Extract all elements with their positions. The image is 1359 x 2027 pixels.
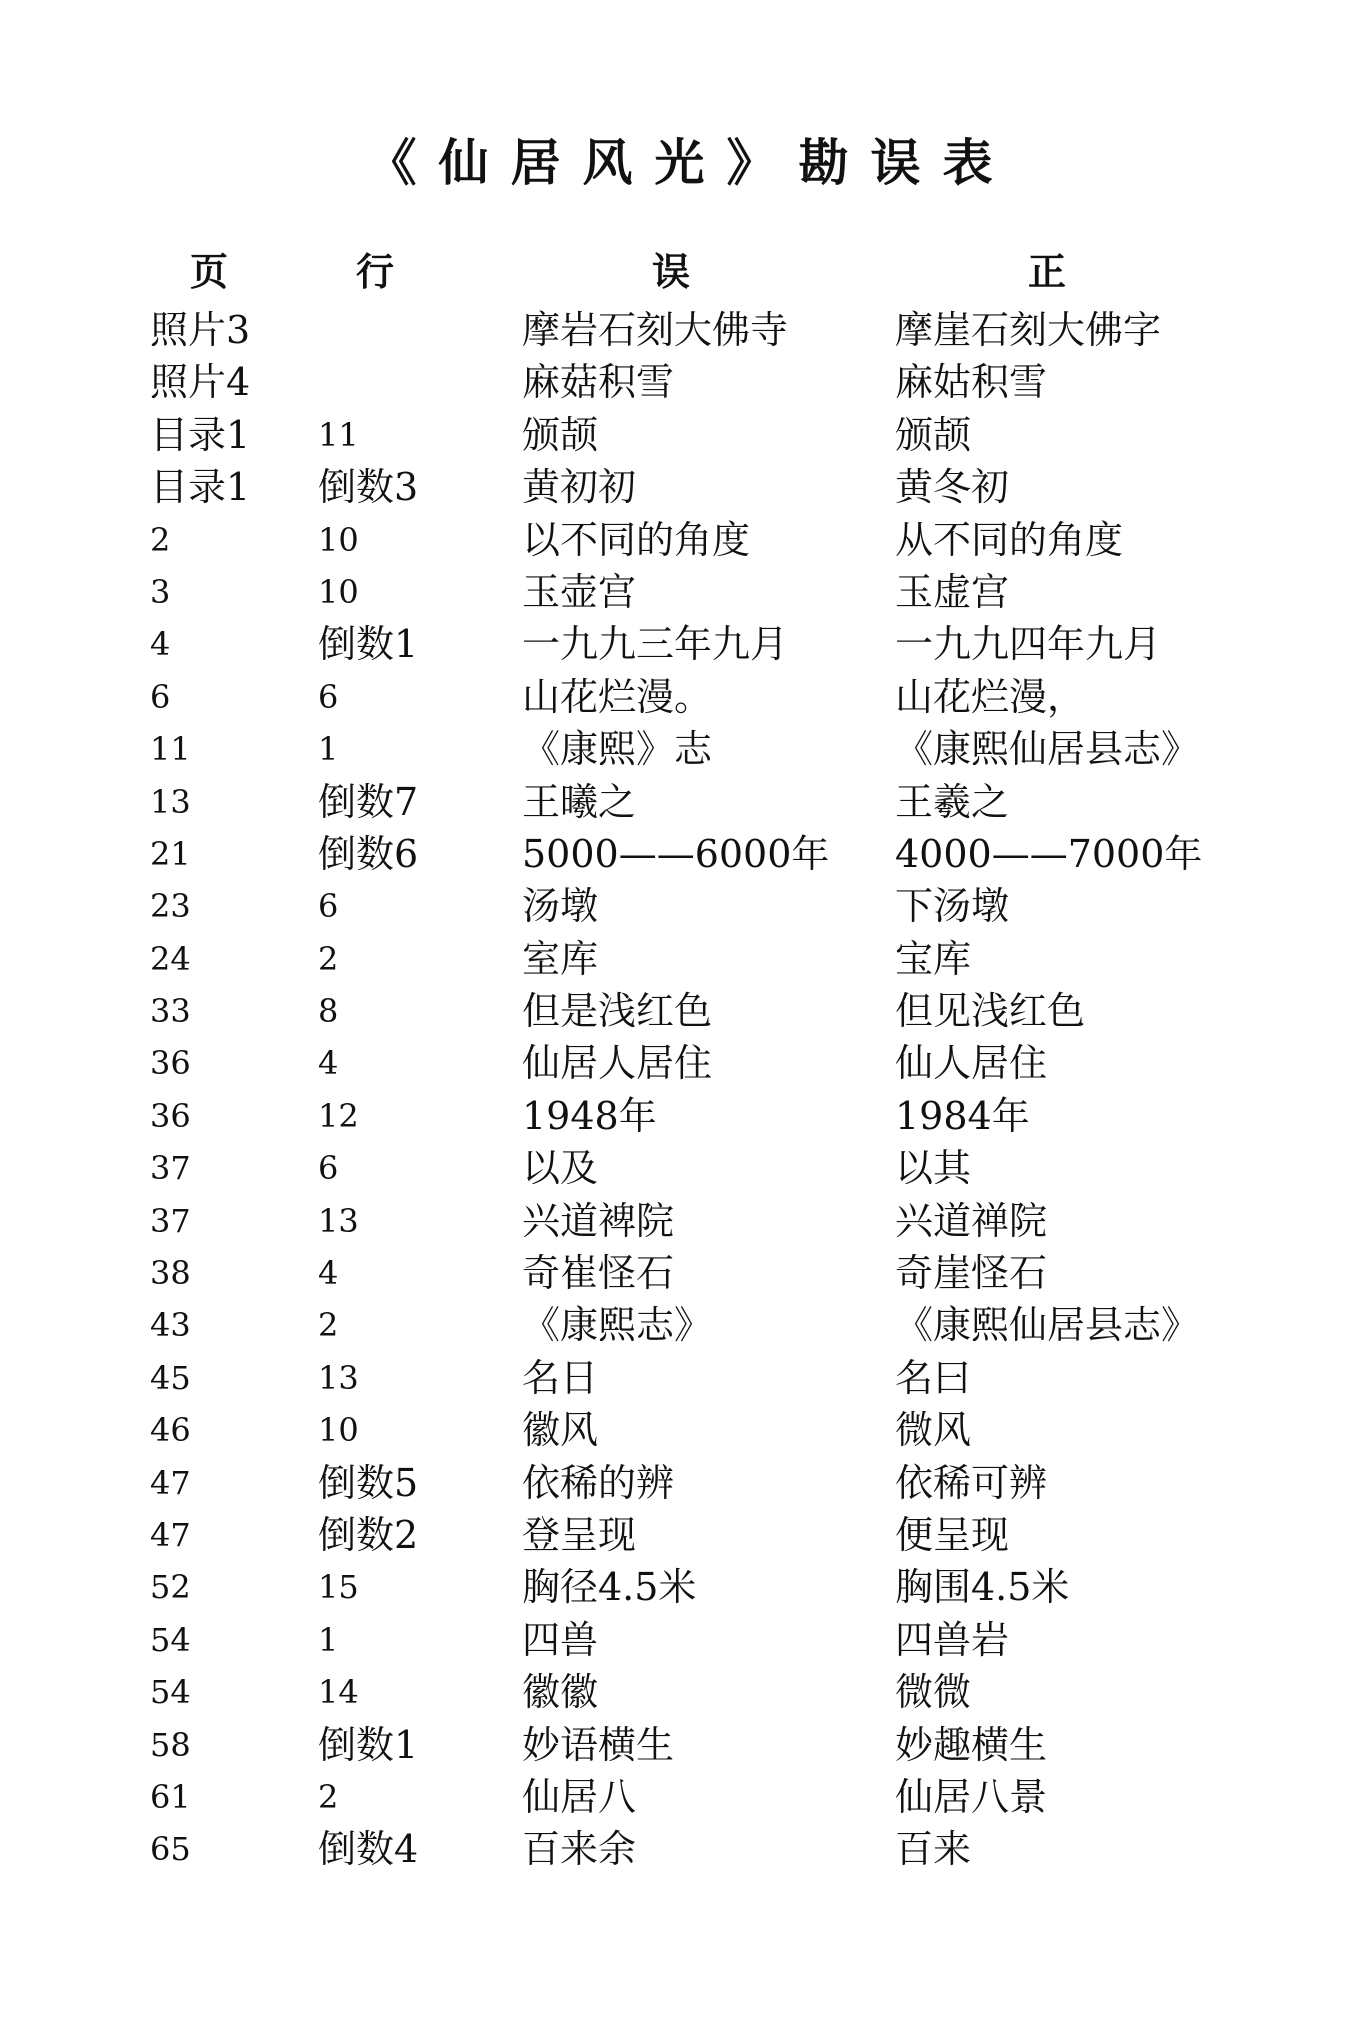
cell-error: 王曦之 (522, 779, 637, 824)
cell-error: 以及 (522, 1146, 599, 1191)
cell-page: 21 (150, 834, 191, 873)
cell-page: 11 (150, 730, 191, 769)
cell-correct: 兴道禅院 (895, 1198, 1048, 1243)
cell-error: 妙语横生 (522, 1722, 675, 1767)
cell-correct: 胸围4.5米 (895, 1565, 1070, 1610)
cell-error: 仙居人居住 (522, 1041, 713, 1086)
errata-table (0, 304, 1359, 1876)
cell-page: 4 (150, 625, 171, 664)
cell-page: 目录1 (150, 465, 251, 510)
cell-line: 4 (318, 1044, 339, 1083)
cell-page: 24 (150, 939, 191, 978)
cell-page: 54 (150, 1673, 191, 1712)
cell-correct: 百来 (895, 1827, 972, 1872)
cell-error: 颁颉 (522, 412, 599, 457)
cell-error: 《康熙》志 (522, 727, 713, 772)
cell-error: 玉壶宫 (522, 569, 637, 614)
cell-error: 黄初初 (522, 465, 637, 510)
cell-correct: 宝库 (895, 936, 972, 981)
table-row (0, 1457, 1359, 1509)
cell-page: 目录1 (150, 412, 251, 457)
cell-page: 2 (150, 520, 171, 559)
cell-correct: 便呈现 (895, 1512, 1010, 1557)
cell-correct: 摩崖石刻大佛字 (895, 308, 1162, 352)
cell-page: 43 (150, 1306, 191, 1345)
table-row (0, 1142, 1359, 1194)
cell-correct: 微微 (895, 1670, 972, 1715)
cell-page: 13 (150, 782, 191, 821)
cell-line: 2 (318, 939, 339, 978)
cell-correct: 四兽岩 (895, 1617, 1010, 1662)
table-row (0, 1509, 1359, 1561)
cell-line: 倒数4 (318, 1827, 419, 1872)
cell-line: 倒数7 (318, 779, 419, 824)
cell-correct: 一九九四年九月 (895, 622, 1162, 667)
cell-page: 52 (150, 1568, 191, 1607)
table-row (0, 1090, 1359, 1142)
cell-page: 54 (150, 1620, 191, 1659)
cell-error: 室库 (522, 936, 599, 981)
cell-error: 一九九三年九月 (522, 622, 789, 667)
cell-error: 麻菇积雪 (522, 360, 675, 405)
cell-correct: 以其 (895, 1146, 972, 1191)
cell-line: 1 (318, 1620, 339, 1659)
cell-error: 依稀的辨 (522, 1460, 675, 1505)
cell-error: 但是浅红色 (522, 989, 713, 1034)
cell-correct: 依稀可辨 (895, 1460, 1048, 1505)
table-row (0, 1719, 1359, 1771)
cell-correct: 从不同的角度 (895, 517, 1124, 562)
cell-error: 胸径4.5米 (522, 1565, 697, 1610)
table-row (0, 1299, 1359, 1351)
cell-line: 10 (318, 572, 359, 611)
cell-page: 3 (150, 572, 171, 611)
cell-line: 13 (318, 1201, 359, 1240)
cell-correct: 妙趣横生 (895, 1722, 1048, 1767)
header-line: 行 (356, 250, 395, 294)
cell-error: 仙居八 (522, 1774, 637, 1819)
cell-line: 10 (318, 1411, 359, 1450)
cell-correct: 4000——7000年 (895, 831, 1203, 876)
header-page: 页 (190, 250, 229, 294)
cell-line: 10 (318, 520, 359, 559)
cell-correct: 1984年 (895, 1093, 1030, 1138)
cell-page: 47 (150, 1515, 191, 1554)
cell-error: 1948年 (522, 1093, 657, 1138)
table-row (0, 723, 1359, 775)
cell-correct: 仙人居住 (895, 1041, 1048, 1086)
cell-page: 65 (150, 1830, 191, 1869)
cell-error: 汤墩 (522, 884, 599, 929)
cell-correct: 奇崖怪石 (895, 1251, 1048, 1296)
cell-page: 36 (150, 1096, 191, 1135)
table-header (0, 247, 1359, 297)
cell-line: 1 (318, 730, 339, 769)
cell-correct: 《康熙仙居县志》 (895, 727, 1200, 772)
cell-line: 2 (318, 1306, 339, 1345)
cell-correct: 名曰 (895, 1355, 972, 1400)
cell-line: 倒数6 (318, 831, 419, 876)
table-row (0, 1037, 1359, 1089)
table-row (0, 985, 1359, 1037)
table-row (0, 1614, 1359, 1666)
table-row (0, 1771, 1359, 1823)
cell-page: 36 (150, 1044, 191, 1083)
cell-line: 6 (318, 887, 339, 926)
cell-page: 58 (150, 1725, 191, 1764)
table-row (0, 1823, 1359, 1875)
cell-page: 45 (150, 1358, 191, 1397)
cell-line: 6 (318, 1149, 339, 1188)
cell-correct: 麻姑积雪 (895, 360, 1048, 405)
table-row (0, 409, 1359, 461)
cell-page: 照片4 (150, 360, 251, 405)
cell-page: 46 (150, 1411, 191, 1450)
cell-error: 以不同的角度 (522, 517, 751, 562)
cell-error: 山花烂漫。 (522, 674, 713, 719)
cell-correct: 山花烂漫， (895, 674, 1086, 719)
cell-page: 37 (150, 1201, 191, 1240)
cell-correct: 仙居八景 (895, 1774, 1048, 1819)
cell-correct: 微风 (895, 1408, 972, 1453)
cell-line: 13 (318, 1358, 359, 1397)
cell-correct: 下汤墩 (895, 884, 1010, 929)
cell-correct: 玉虚宫 (895, 569, 1010, 614)
cell-page: 61 (150, 1777, 191, 1816)
cell-line: 倒数3 (318, 465, 419, 510)
cell-page: 照片3 (150, 308, 251, 352)
cell-error: 5000——6000年 (522, 831, 830, 876)
cell-line: 8 (318, 992, 339, 1031)
table-row (0, 828, 1359, 880)
cell-page: 23 (150, 887, 191, 926)
cell-error: 徽徽 (522, 1670, 599, 1715)
table-row (0, 618, 1359, 670)
table-row (0, 304, 1359, 356)
cell-line: 倒数2 (318, 1512, 419, 1557)
table-row (0, 566, 1359, 618)
header-correct: 正 (1028, 250, 1067, 294)
cell-line: 12 (318, 1096, 359, 1135)
cell-correct: 但见浅红色 (895, 989, 1086, 1034)
table-row (0, 514, 1359, 566)
cell-error: 登呈现 (522, 1512, 637, 1557)
table-row (0, 1195, 1359, 1247)
table-row (0, 1352, 1359, 1404)
cell-error: 《康熙志》 (522, 1303, 713, 1348)
table-row (0, 776, 1359, 828)
cell-line: 15 (318, 1568, 359, 1607)
page-title: 《仙居风光》勘误表 (366, 134, 1015, 192)
cell-line: 4 (318, 1254, 339, 1293)
cell-line: 6 (318, 677, 339, 716)
table-row (0, 933, 1359, 985)
cell-line: 倒数1 (318, 1722, 419, 1767)
cell-page: 33 (150, 992, 191, 1031)
cell-error: 百来余 (522, 1827, 637, 1872)
cell-line: 倒数5 (318, 1460, 419, 1505)
cell-error: 摩岩石刻大佛寺 (522, 308, 789, 352)
cell-error: 名日 (522, 1355, 599, 1400)
cell-error: 兴道裨院 (522, 1198, 675, 1243)
cell-error: 四兽 (522, 1617, 599, 1662)
cell-page: 38 (150, 1254, 191, 1293)
cell-line: 14 (318, 1673, 359, 1712)
cell-correct: 黄冬初 (895, 465, 1010, 510)
table-row (0, 1561, 1359, 1613)
table-row (0, 1247, 1359, 1299)
table-row (0, 461, 1359, 513)
cell-page: 6 (150, 677, 171, 716)
table-row (0, 1404, 1359, 1456)
cell-page: 47 (150, 1463, 191, 1502)
cell-correct: 王羲之 (895, 779, 1010, 824)
cell-error: 奇崔怪石 (522, 1251, 675, 1296)
header-error: 误 (652, 250, 691, 294)
cell-correct: 颁颉 (895, 412, 972, 457)
table-row (0, 671, 1359, 723)
cell-line: 11 (318, 415, 359, 454)
cell-error: 徽风 (522, 1408, 599, 1453)
table-row (0, 1666, 1359, 1718)
cell-correct: 《康熙仙居县志》 (895, 1303, 1200, 1348)
table-row (0, 880, 1359, 932)
cell-line: 倒数1 (318, 622, 419, 667)
cell-line: 2 (318, 1777, 339, 1816)
cell-page: 37 (150, 1149, 191, 1188)
table-row (0, 356, 1359, 408)
